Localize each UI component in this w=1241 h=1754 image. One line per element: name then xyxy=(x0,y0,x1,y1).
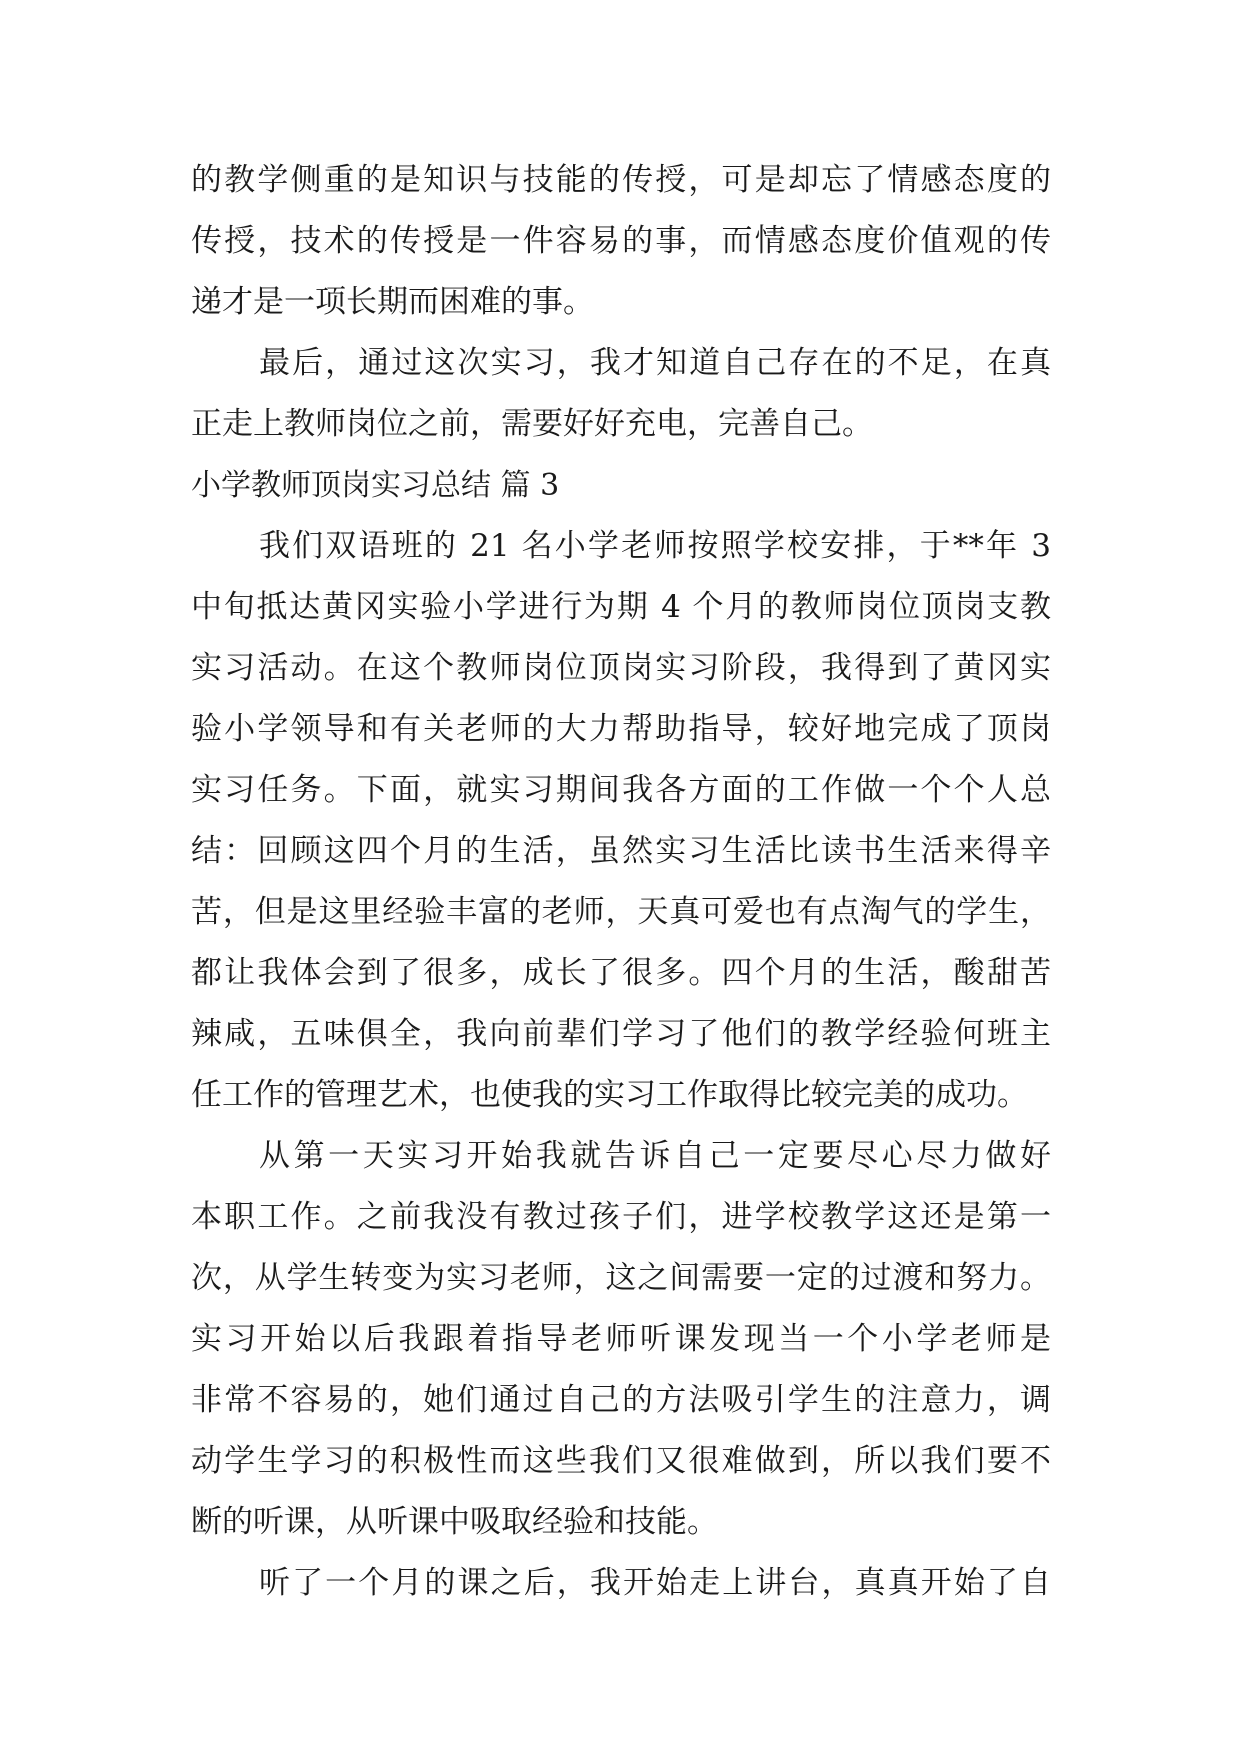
body-line-7: 我们双语班的 21 名小学老师按照学校安排，于**年 3 xyxy=(259,528,1051,564)
body-line-12: 结：回顾这四个月的生活，虽然实习生活比读书生活来得辛 xyxy=(191,833,1051,869)
body-line-23: 断的听课，从听课中吸取经验和技能。 xyxy=(191,1504,718,1540)
body-line-3: 递才是一项长期而困难的事。 xyxy=(191,284,594,320)
body-line-4: 最后，通过这次实习，我才知道自己存在的不足，在真 xyxy=(259,345,1051,381)
body-line-14: 都让我体会到了很多，成长了很多。四个月的生活，酸甜苦 xyxy=(191,955,1051,991)
body-line-20: 实习开始以后我跟着指导老师听课发现当一个小学老师是 xyxy=(191,1321,1051,1357)
body-line-11: 实习任务。下面，就实习期间我各方面的工作做一个个人总 xyxy=(191,772,1051,808)
section-heading: 小学教师顶岗实习总结 篇 3 xyxy=(191,468,560,503)
body-line-8: 中旬抵达黄冈实验小学进行为期 4 个月的教师岗位顶岗支教 xyxy=(191,589,1051,625)
body-line-16: 任工作的管理艺术，也使我的实习工作取得比较完美的成功。 xyxy=(191,1077,1028,1113)
body-line-1: 的教学侧重的是知识与技能的传授，可是却忘了情感态度的 xyxy=(191,162,1051,198)
body-line-13: 苦，但是这里经验丰富的老师，天真可爱也有点淘气的学生， xyxy=(191,894,1051,930)
body-line-2: 传授，技术的传授是一件容易的事，而情感态度价值观的传 xyxy=(191,223,1051,259)
body-line-22: 动学生学习的积极性而这些我们又很难做到，所以我们要不 xyxy=(191,1443,1051,1479)
body-line-10: 验小学领导和有关老师的大力帮助指导，较好地完成了顶岗 xyxy=(191,711,1051,747)
body-line-21: 非常不容易的，她们通过自己的方法吸引学生的注意力，调 xyxy=(191,1382,1051,1418)
body-line-18: 本职工作。之前我没有教过孩子们，进学校教学这还是第一 xyxy=(191,1199,1051,1235)
body-line-19: 次，从学生转变为实习老师，这之间需要一定的过渡和努力。 xyxy=(191,1260,1051,1296)
body-line-24: 听了一个月的课之后，我开始走上讲台，真真开始了自 xyxy=(259,1565,1051,1601)
body-line-9: 实习活动。在这个教师岗位顶岗实习阶段，我得到了黄冈实 xyxy=(191,650,1051,686)
body-line-15: 辣咸，五味俱全，我向前辈们学习了他们的教学经验何班主 xyxy=(191,1016,1051,1052)
document-page xyxy=(191,150,1051,1614)
body-line-5: 正走上教师岗位之前，需要好好充电，完善自己。 xyxy=(191,406,873,442)
body-line-17: 从第一天实习开始我就告诉自己一定要尽心尽力做好 xyxy=(259,1138,1051,1174)
